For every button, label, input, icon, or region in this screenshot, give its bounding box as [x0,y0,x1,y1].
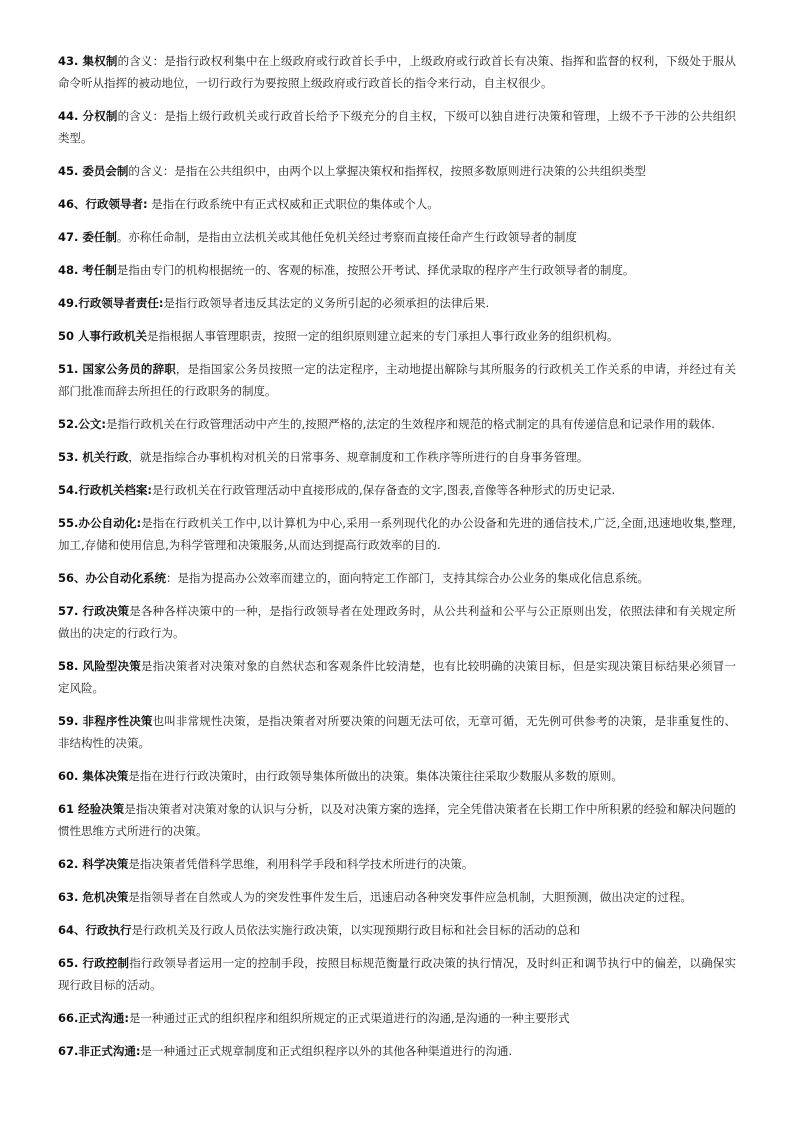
entry-57 [58,600,736,644]
entry-52 [58,413,736,435]
definition: 是指决策者凭借科学思维，利用科学手段和科学技术所进行的决策。 [128,857,474,871]
definition: 是行政机关及行政人员依法实施行政决策，以实现预期行政目标和社会目标的活动的总和 [131,923,581,937]
entry-63 [58,886,736,908]
definition: 的含义：是指上级行政机关或行政首长给予下级充分的自主权，下级可以独自进行决策和管理，上级不予干涉的公共组织类型。 [58,109,736,145]
term: 51. 国家公务员的辞职 [58,362,176,376]
term: 56、办公自动化系统 [58,571,167,585]
entry-46 [58,193,736,215]
definition: 是指行政领导者违反其法定的义务所引起的必须承担的法律后果. [163,296,490,310]
term: 67.非正式沟通: [58,1044,141,1058]
entry-43 [58,50,736,94]
definition: 也叫非常规性决策，是指决策者对所要决策的问题无法可依，无章可循，无先例可供参考的决策，是非重复性的、非结构性的决策。 [58,714,736,750]
definition: 是各种各样决策中的一种，是指行政领导者在处理政务时，从公共利益和公平与公正原则出发，依照法律和有关规定所做出的决定的行政行为。 [58,604,736,640]
definition: 是指领导者在自然或人为的突发性事件发生后，迅速启动各种突发事件应急机制，大胆预测，做出决定的过程。 [128,890,692,904]
term: 55.办公自动化: [58,516,142,530]
entry-49 [58,292,736,314]
entry-50 [58,325,736,347]
definition: 是指决策者对决策对象的认识与分析，以及对决策方案的选择，完全凭借决策者在长期工作中所积累的经验和解决问题的惯性思维方式所进行的决策。 [58,802,736,838]
term: 57. 行政决策 [58,604,130,618]
entry-67 [58,1040,736,1062]
entry-56 [58,567,736,589]
definition: 是指由专门的机构根据统一的、客观的标准，按照公开考试、择优录取的程序产生行政领导者的制度。 [116,263,635,277]
entry-54 [58,479,736,501]
term: 60. 集体决策 [58,769,129,783]
definition: 是指在行政机关工作中,以计算机为中心,采用一系列现代化的办公设备和先进的通信技术,广泛,全面,迅速地收集,整理,加工,存储和使用信息,为科学管理和决策服务,从而达到提高行政效率的目的. [58,516,736,552]
entry-64 [58,919,736,941]
entry-58 [58,655,736,699]
term: 49.行政领导者责任: [58,296,164,310]
term: 50 人事行政机关 [58,329,148,343]
term: 52.公文: [58,417,106,431]
definition: 是一种通过正式的组织程序和组织所规定的正式渠道进行的沟通,是沟通的一种主要形式 [128,1011,570,1025]
term: 45. 委员会制 [58,164,129,178]
entry-62 [58,853,736,875]
definition: 的含义：是指行政权利集中在上级政府或行政首长手中，上级政府或行政首长有决策、指挥和监督的权利，下级处于服从命令听从指挥的被动地位，一切行政行为要按照上级政府或行政首长的指令来行动，自主权很少。 [58,54,736,90]
entry-66 [58,1007,736,1029]
term: 44. 分权制 [58,109,118,123]
term: 54.行政机关档案: [58,483,152,497]
term: 61 经验决策 [58,802,125,816]
definition: 。亦称任命制，是指由立法机关或其他任免机关经过考察而直接任命产生行政领导者的制度 [116,230,577,244]
term: 63. 危机决策 [58,890,129,904]
term: 46、行政领导者: [58,197,148,211]
term: 65. 行政控制 [58,956,130,970]
entry-51 [58,358,736,402]
entry-47 [58,226,736,248]
definition: ，是指国家公务员按照一定的法定程序，主动地提出解除与其所服务的行政机关工作关系的申请，并经过有关部门批准而辞去所担任的行政职务的制度。 [58,362,736,398]
entry-61 [58,798,736,842]
entry-45 [58,160,736,182]
definition: 是一种通过正式规章制度和正式组织程序以外的其他各种渠道进行的沟通. [140,1044,513,1058]
term: 47. 委任制 [58,230,117,244]
definition: 是行政机关在行政管理活动中直接形成的,保存备查的文字,图表,音像等各种形式的历史记录. [151,483,616,497]
definition: 是指根据人事管理职责，按照一定的组织原则建立起来的专门承担人事行政业务的组织机构。 [147,329,619,343]
entry-59 [58,710,736,754]
definition: 是指行政机关在行政管理活动中产生的,按照严格的,法定的生效程序和规范的格式制定的具有传递信息和记录作用的载体. [105,417,715,431]
term: 58. 风险型决策 [58,659,141,673]
entry-60 [58,765,736,787]
definition: 指行政领导者运用一定的控制手段，按照目标规范衡量行政决策的执行情况，及时纠正和调节执行中的偏差，以确保实现行政目标的活动。 [58,956,736,992]
definition: ：是指为提高办公效率而建立的，面向特定工作部门，支持其综合办公业务的集成化信息系统。 [166,571,650,585]
definition: 是指在行政系统中有正式权威和正式职位的集体或个人。 [147,197,439,211]
term: 64、行政执行 [58,923,132,937]
term: 62. 科学决策 [58,857,129,871]
entry-48 [58,259,736,281]
term: 59. 非程序性决策 [58,714,153,728]
term: 53. 机关行政 [58,450,129,464]
term: 48. 考任制 [58,263,117,277]
definition: 是指决策者对决策对象的自然状态和客观条件比较清楚，也有比较明确的决策目标，但是实现决策目标结果必须冒一定风险。 [58,659,736,695]
term: 43. 集权制 [58,54,118,68]
definition: 的含义：是指在公共组织中，由两个以上掌握决策权和指挥权，按照多数原则进行决策的公共组织类型 [128,164,646,178]
term: 66.正式沟通: [58,1011,129,1025]
definition: 是指在进行行政决策时，由行政领导集体所做出的决策。集体决策往往采取少数服从多数的原则。 [128,769,623,783]
definition: ，就是指综合办事机构对机关的日常事务、规章制度和工作秩序等所进行的自身事务管理。 [128,450,589,464]
entry-65 [58,952,736,996]
entry-53 [58,446,736,468]
entry-44 [58,105,736,149]
entry-55 [58,512,736,556]
